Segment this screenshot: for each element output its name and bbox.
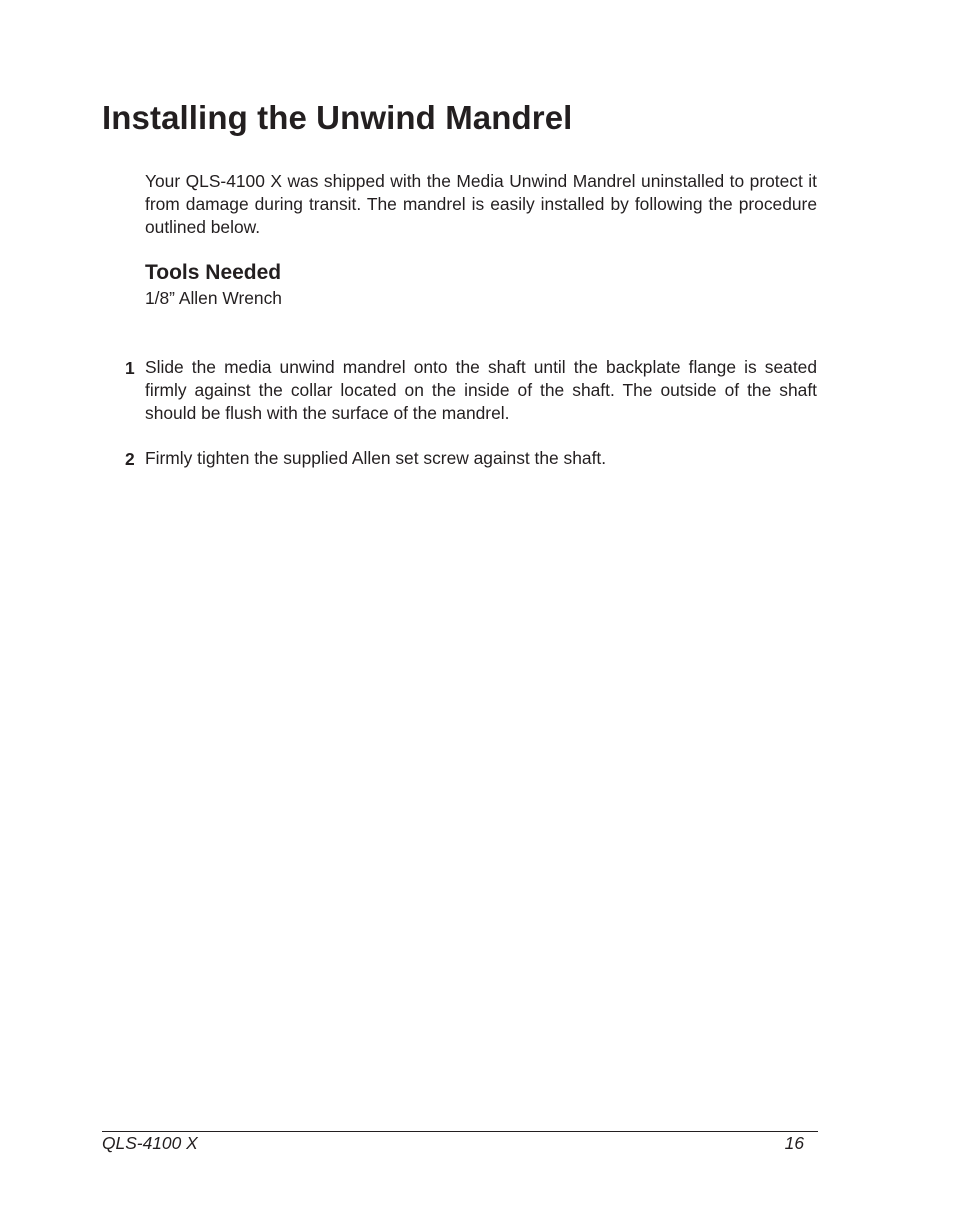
tools-needed-heading: Tools Needed xyxy=(145,261,282,284)
footer-model-name: QLS-4100 X xyxy=(102,1133,198,1153)
footer-divider xyxy=(102,1131,818,1132)
step-1 xyxy=(120,356,817,425)
intro-paragraph: Your QLS-4100 X was shipped with the Media Unwind Mandrel uninstalled to protect it from damage during transit. The mandrel is easily installed by following the procedure outlined below. xyxy=(145,171,817,237)
step-number: 1 xyxy=(125,358,135,378)
page-title: Installing the Unwind Mandrel xyxy=(102,99,573,136)
step-text: Firmly tighten the supplied Allen set screw against the shaft. xyxy=(145,448,607,468)
step-2 xyxy=(120,447,817,470)
footer-page-number: 16 xyxy=(784,1133,804,1153)
tools-needed-item: 1/8” Allen Wrench xyxy=(145,288,282,308)
step-number: 2 xyxy=(125,449,135,469)
step-text: Slide the media unwind mandrel onto the shaft until the backplate flange is seated firmly against the collar located on the inside of the shaft. The outside of the shaft should be flush with the surface of the mandrel. xyxy=(145,357,817,423)
